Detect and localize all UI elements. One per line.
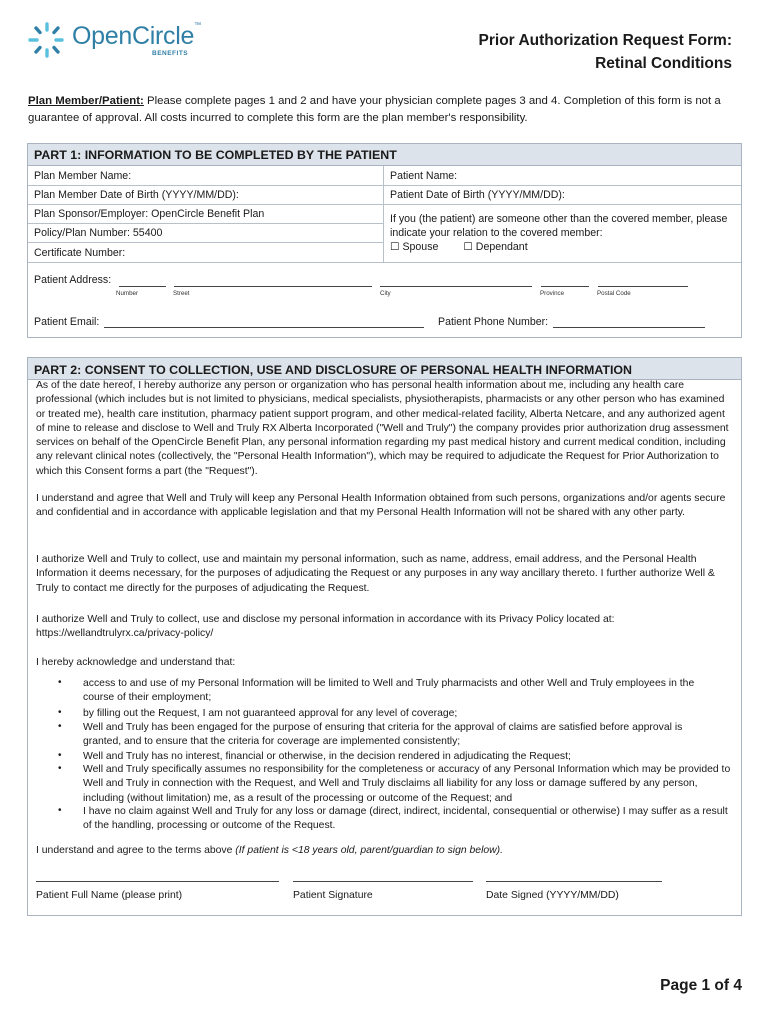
patient-signature-line[interactable] (293, 881, 473, 882)
plan-member-name-field[interactable]: Plan Member Name: (28, 166, 383, 186)
patient-name-field[interactable]: Patient Name: (383, 166, 741, 186)
bullet-6-marker: • (58, 805, 62, 816)
bullet-3-text: Well and Truly has been engaged for the purpose of ensuring that criteria for the approval of claims are satisfied before approval is granted, and to ensure that the criteria for coverage are implemented consistently; (83, 722, 683, 748)
bullet-4-marker: • (58, 750, 62, 761)
intro-text (28, 93, 744, 127)
patient-signature-caption: Patient Signature (293, 890, 373, 901)
patient-name-line[interactable] (36, 881, 279, 882)
bullet-5-text: Well and Truly specifically assumes no responsibility for the completeness or accuracy of any Personal Information which may be provided to Well and Truly in connection with the Request, and Well and Truly disclaims all liability for any loss or damage suffered by any person, including (without limitation) me, as a result of the processing or outcome of the Request; and (83, 764, 731, 804)
spouse-label: Spouse (402, 241, 439, 253)
consent-paragraph-3: I authorize Well and Truly to collect, use and maintain my personal information, such as name, address, email address, and the Personal Health Information it deems necessary, for the purposes of adjudicating the Request or any purposes in any way ancillary thereto. I further authorize Well & Truly to contact me directly for the purposes of adjudicating the Request. (36, 554, 715, 594)
form-title (479, 29, 732, 75)
consent-paragraph-1: As of the date hereof, I hereby authorize any person or organization who has personal health information about me, including any health care professional (which includes but is not limited to physicians, medical specialists, physiotherapists, pharmacists or any other person who has examined or treated me), health care institution, pharmacy patient support program, and other medical-related facility, Alberta Netcare, and any authorized agent of mine to release and disclose to Well and Truly RX Alberta Incorporated ("Well and Truly") the company provides prior authorization drug assessment services on behalf of the OpenCircle Benefit Plan, any personal information regarding my past medical history and current medical condition, including any relevant clinical notes (collectively, the "Personal Health Information"), which may be required to adjudicate the Request for Prior Authorization to which this Consent forms a part (the "Request"). (36, 380, 729, 477)
bullet-3-marker: • (58, 721, 62, 732)
address-label: Patient Address: (34, 274, 112, 286)
agree-text: I understand and agree to the terms above (If patient is <18 years old, parent/guardian to sign below). (36, 845, 504, 856)
part1-box (27, 143, 742, 338)
dependant-checkbox[interactable]: ☐ (463, 241, 473, 253)
address-street-caption: Street (173, 290, 190, 297)
address-number-caption: Number (116, 290, 139, 297)
dependant-label: Dependant (475, 241, 528, 253)
patient-dob-field[interactable]: Patient Date of Birth (YYYY/MM/DD): (383, 186, 741, 205)
address-city-caption: City (380, 290, 391, 297)
bullet-1-text: access to and use of my Personal Information will be limited to Well and Truly pharmacists and other Well and Truly employees in the course of their employment; (83, 678, 695, 704)
form-title-line1: Prior Authorization Request Form: (478, 32, 732, 49)
address-number-line[interactable] (119, 286, 166, 287)
address-street-line[interactable] (174, 286, 372, 287)
bullet-4-text: Well and Truly has no interest, financial or otherwise, in the decision rendered in adjudicating the Request; (83, 751, 571, 762)
consent-paragraph-4: I authorize Well and Truly to collect, use and disclose my personal information in accordance with its Privacy Policy located at: https://wellandtrulyrx.ca/privacy-policy/ (36, 614, 615, 640)
address-province-line[interactable] (541, 286, 589, 287)
address-province-caption: Province (540, 290, 565, 297)
logo-wordmark: OpenCircle™ (72, 22, 201, 50)
form-title-line2: Retinal Conditions (595, 55, 732, 72)
spouse-checkbox[interactable]: ☐ (390, 241, 400, 253)
intro-label: Plan Member/Patient: (28, 95, 144, 107)
part2-header: PART 2: CONSENT TO COLLECTION, USE AND DISCLOSURE OF PERSONAL HEALTH INFORMATION (28, 358, 741, 380)
bullet-6-text: I have no claim against Well and Truly for any loss or damage (direct, indirect, incidental, consequential or otherwise) I may suffer as a result of the handling, processing or outcome of the Request. (83, 806, 728, 832)
acknowledge-text: I hereby acknowledge and understand that: (36, 657, 236, 668)
relation-box (383, 205, 741, 263)
date-signed-line[interactable] (486, 881, 662, 882)
email-line[interactable] (104, 327, 424, 328)
bullet-2-marker: • (58, 707, 62, 718)
policy-number-field[interactable]: Policy/Plan Number: 55400 (28, 224, 383, 243)
part1-header: PART 1: INFORMATION TO BE COMPLETED BY THE PATIENT (28, 144, 741, 166)
patient-name-caption: Patient Full Name (please print) (36, 890, 183, 901)
address-postal-line[interactable] (598, 286, 688, 287)
bullet-5-marker: • (58, 763, 62, 774)
bullet-2-text: by filling out the Request, I am not guaranteed approval for any level of coverage; (83, 708, 458, 719)
bullet-1-marker: • (58, 677, 62, 688)
part2-box (27, 357, 742, 916)
phone-label: Patient Phone Number: (438, 316, 549, 328)
phone-line[interactable] (553, 327, 705, 328)
page-number: Page 1 of 4 (660, 977, 742, 994)
plan-sponsor-field[interactable]: Plan Sponsor/Employer: OpenCircle Benefit Plan (28, 205, 383, 224)
address-city-line[interactable] (380, 286, 532, 287)
date-signed-caption: Date Signed (YYYY/MM/DD) (486, 890, 619, 901)
logo-subtitle: BENEFITS (152, 50, 189, 57)
consent-paragraph-2: I understand and agree that Well and Truly will keep any Personal Health Information obtained from such persons, organizations and/or agents secure and confidential and in accordance with applicable legislation and that my Personal Health Information will not be shared with any other party. (36, 493, 726, 519)
certificate-number-field[interactable]: Certificate Number: (28, 243, 383, 263)
intro-body: Please complete pages 1 and 2 and have your physician complete pages 3 and 4. Completion of this form is not a guarantee of approval. All costs incurred to complete this form are the plan member's responsibility. (28, 95, 721, 124)
plan-member-dob-field[interactable]: Plan Member Date of Birth (YYYY/MM/DD): (28, 186, 383, 205)
relation-question: If you (the patient) are someone other than the covered member, please indicate your relation to the covered member: (390, 213, 728, 239)
address-postal-caption: Postal Code (597, 290, 631, 297)
email-label: Patient Email: (34, 316, 100, 328)
